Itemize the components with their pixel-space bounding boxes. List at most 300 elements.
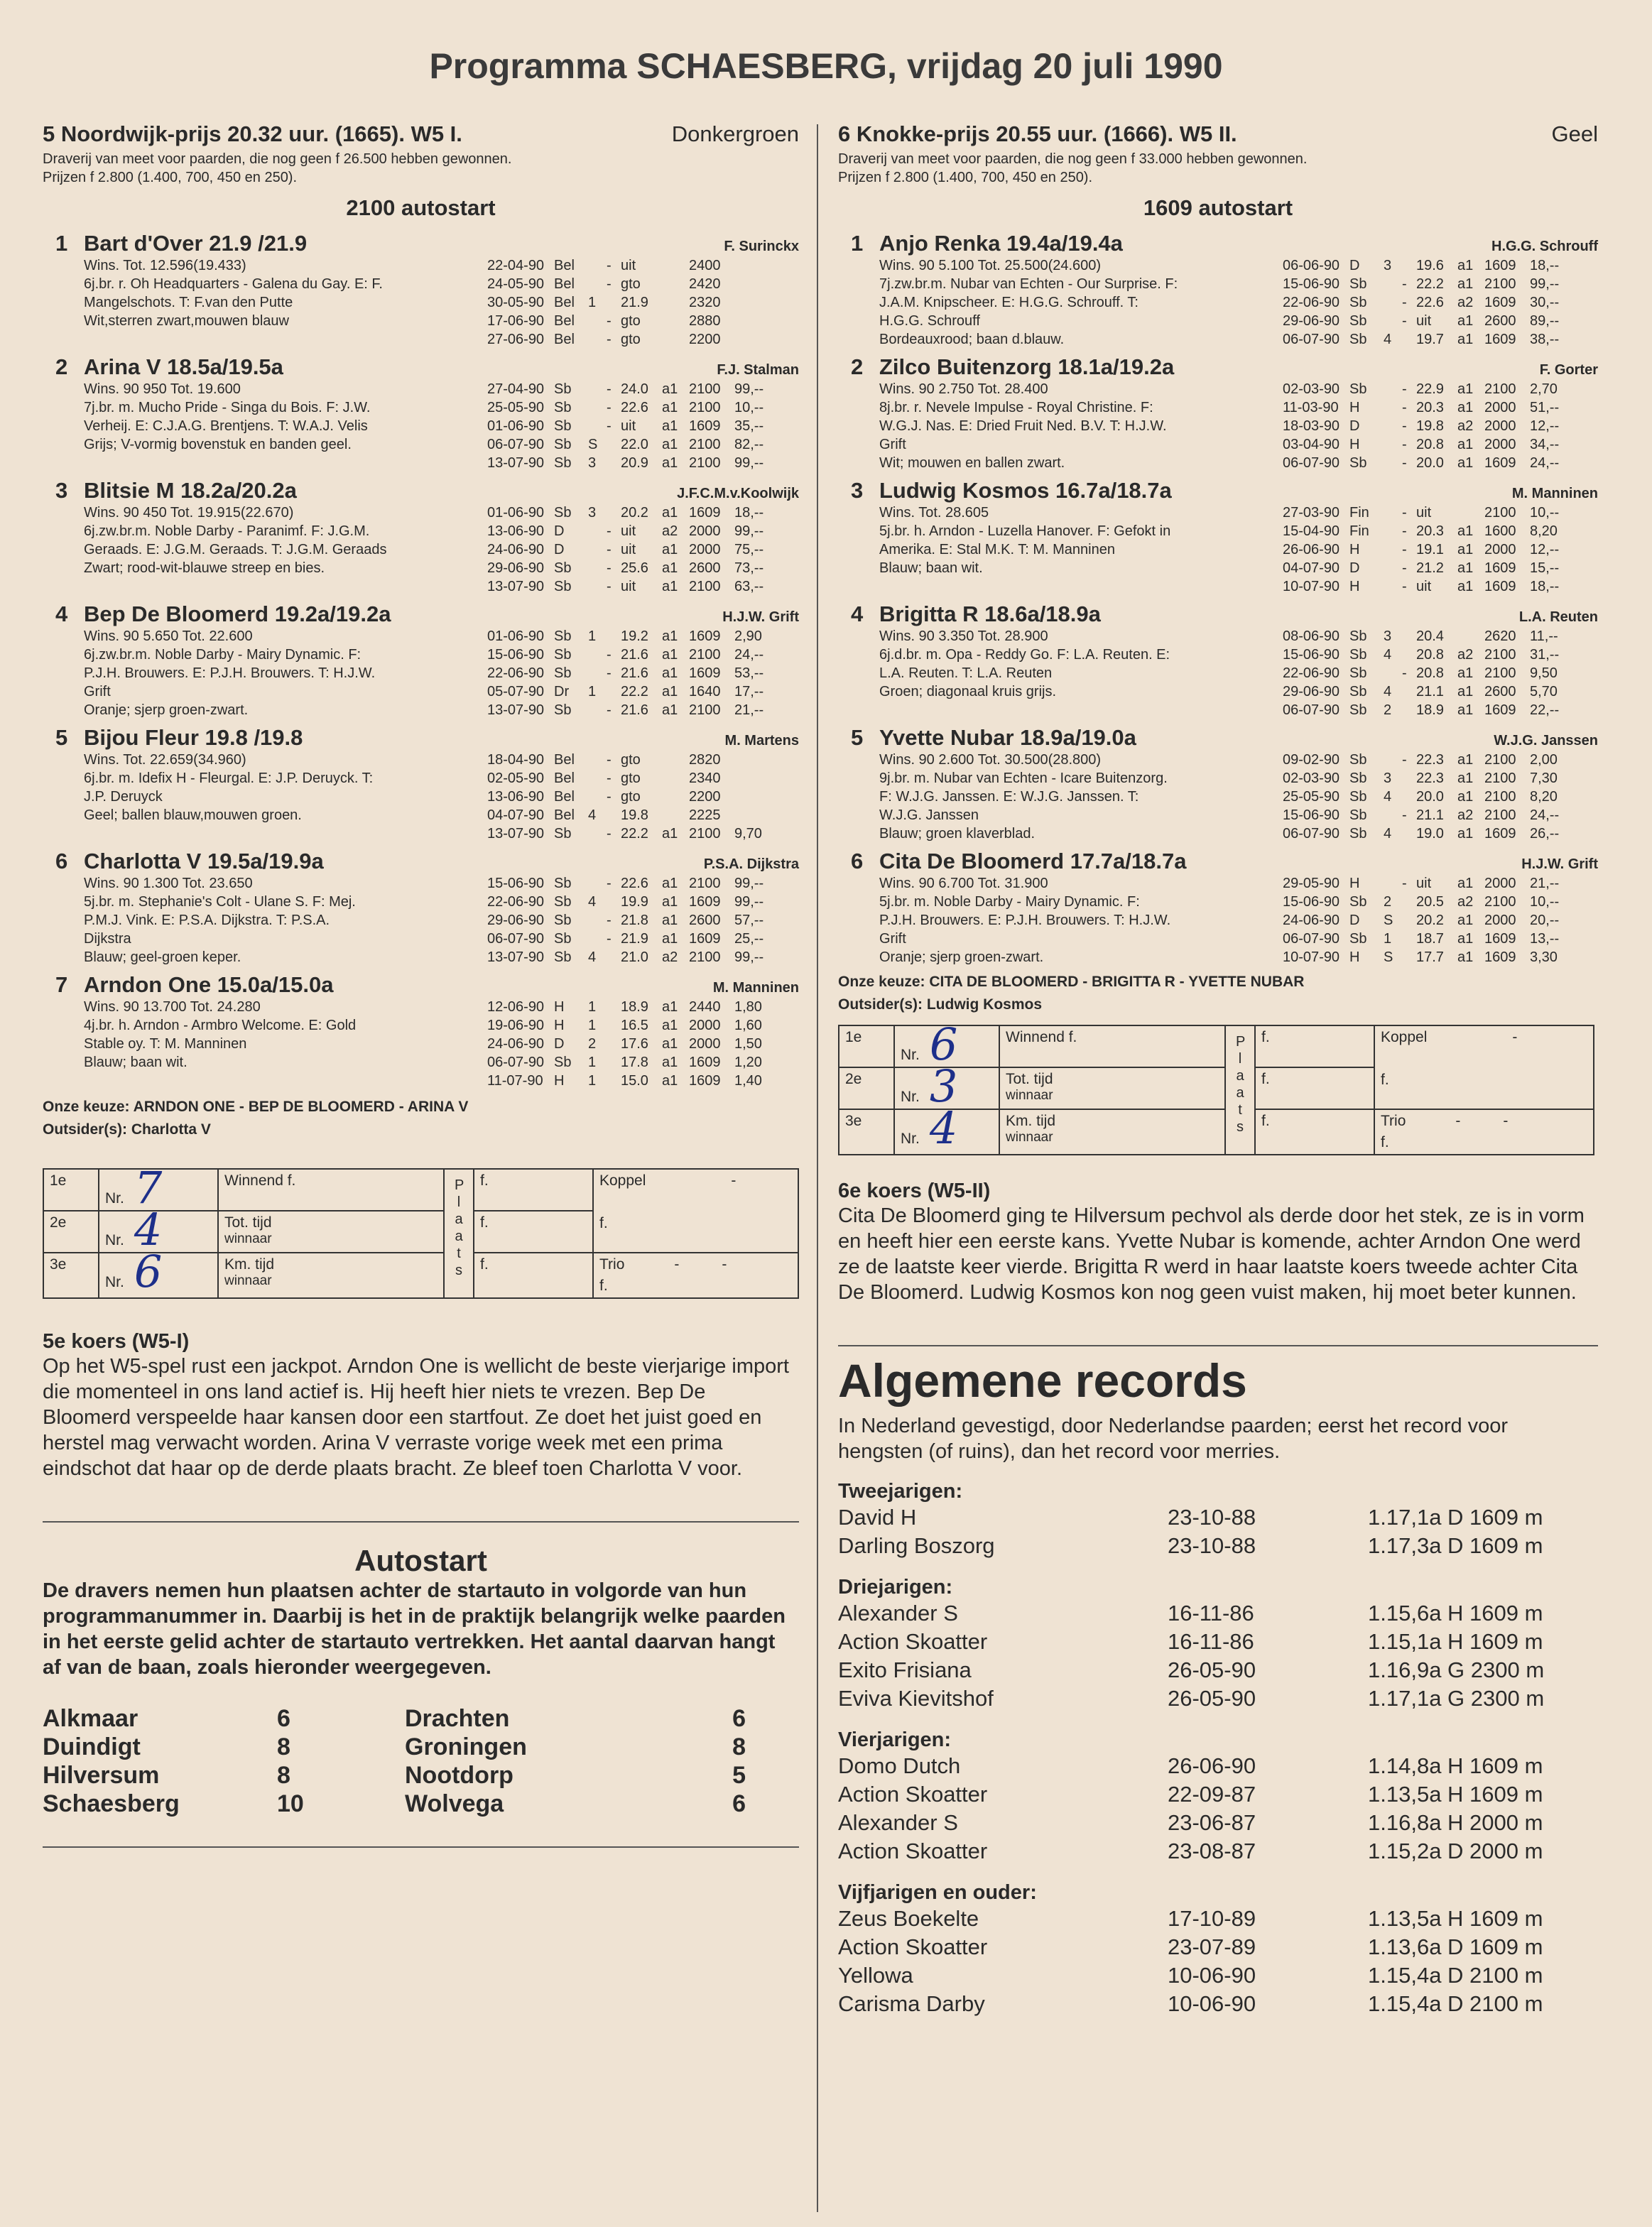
result-cell: 2100 [1484,647,1516,663]
result-row [487,874,799,893]
result-cell [662,751,689,769]
winnaar: winnaar [224,1273,272,1289]
result-row [487,398,799,417]
horse-info-line [879,701,1283,719]
divider [43,1846,799,1848]
result-cell: 29-06-90 [487,913,545,929]
grid-trio-cell[interactable] [593,1253,798,1298]
result-cell: 20.0 [1416,455,1444,472]
record-date: 16-11-86 [1168,1629,1254,1655]
handwritten-number: 6 [929,1018,958,1071]
horse-info-line: Wit; mouwen en ballen zwart. [879,455,1065,472]
result-cell: a1 [1457,702,1474,719]
result-cell: 2000 [1484,913,1516,929]
tot-tijd: Tot. tijd [1006,1071,1053,1088]
result-cell: 29-06-90 [487,560,545,577]
grid-f-cell[interactable]: f. [1255,1109,1374,1155]
result-cell: 1,50 [734,1036,762,1052]
result-cell: Sb [1349,276,1367,293]
result-cell [1402,701,1416,719]
horse-info-line: Wins. 90 6.700 Tot. 31.900 [879,876,1048,892]
result-cell: 18.7 [1416,931,1444,947]
result-cell: 12,-- [1530,542,1560,558]
result-cell: a1 [1457,455,1474,472]
result-cell: 20.4 [1416,628,1444,645]
horse-info-line: Bordeauxrood; baan d.blauw. [879,332,1065,348]
result-cell: 18,-- [734,505,764,521]
result-cell: - [1402,560,1407,577]
handwritten-number: 6 [134,1246,163,1298]
result-cell: 1609 [1484,455,1516,472]
horse-info-line: Wins. 90 3.350 Tot. 28.900 [879,628,1048,645]
winnaar: winnaar [1006,1088,1053,1104]
result-cell: S [1384,913,1393,929]
horse-number: 2 [55,354,68,380]
record-row [838,1961,1598,1990]
horse-info-line: 6j.br. r. Oh Headquarters - Galena du Gay. E: F. [84,276,383,293]
result-cell: 2000 [689,1036,721,1052]
grid-f-cell[interactable]: f. [474,1169,593,1211]
result-cell: - [607,665,612,682]
result-cell [734,769,799,788]
result-row [487,577,799,596]
result-cell [1384,806,1402,824]
result-cell: 24-06-90 [487,1036,545,1052]
result-cell: 2340 [689,771,721,787]
grid-f-cell[interactable]: f. [474,1253,593,1298]
horse-info-line [84,577,487,596]
horse-details [43,503,799,596]
result-row [487,540,799,559]
result-cell [1384,293,1402,312]
result-cell: a1 [662,628,678,645]
result-cell [1402,948,1416,967]
record-category: Tweejarigen: [838,1480,963,1503]
result-cell: 5,70 [1530,684,1558,700]
track-count: 6 [732,1705,746,1733]
result-row [487,893,799,911]
horse-trainer: F.J. Stalman [717,362,799,379]
horse-info-line: 6j.br. m. Idefix H - Fleurgal. E: J.P. Deruyck. T: [84,771,374,787]
result-cell: 19.0 [1416,826,1444,842]
result-cell: 8,20 [1530,789,1558,805]
result-cell: 22-06-90 [1283,665,1340,682]
result-cell: Sb [1349,894,1367,910]
result-cell [1402,893,1416,911]
grid-place-label: 1e [43,1169,99,1211]
result-cell: 15-06-90 [1283,647,1340,663]
track-count: 10 [277,1790,304,1818]
result-cell [1402,769,1416,788]
result-cell: S [1384,949,1393,966]
result-cell: 3,30 [1530,949,1558,966]
horse-name-line [43,972,333,998]
horse-entry [838,849,1598,967]
record-time: 1.17,1a D 1609 m [1368,1505,1543,1530]
result-row [487,435,799,454]
result-row [487,682,799,701]
result-cell: Fin [1349,505,1369,521]
result-cell: 22-06-90 [1283,295,1340,311]
horse-number: 6 [55,849,68,874]
result-row [1283,682,1598,701]
horse-info-line: 8j.br. r. Nevele Impulse - Royal Christine. F: [879,400,1153,416]
horse-info-line: P.J.H. Brouwers. E: P.J.H. Brouwers. T: H.J.W. [84,665,376,682]
divider [43,1521,799,1523]
result-cell [1384,435,1402,454]
result-cell: 25,-- [734,931,764,947]
horse-name: Bart d'Over 21.9 /21.9 [84,231,308,256]
result-row [1283,664,1598,682]
result-cell: a1 [662,931,678,947]
result-row [1283,435,1598,454]
result-cell: 19.8 [621,807,648,824]
result-row [1283,293,1598,312]
result-row [1283,540,1598,559]
result-row [1283,577,1598,596]
result-cell: 21,-- [1530,876,1560,892]
result-cell: Sb [554,931,572,947]
grid-f-cell[interactable]: f. [1255,1067,1374,1109]
grid-plaats-label [1225,1025,1255,1155]
grid-place-label: 3e [839,1109,894,1155]
result-cell: 11,-- [1530,628,1558,645]
result-cell: 2100 [689,455,721,472]
result-cell: Dr [554,684,570,700]
trio-label: Trio [599,1256,625,1273]
result-cell [1402,930,1416,948]
result-cell: 21.0 [621,949,648,966]
page-title: Programma SCHAESBERG, vrijdag 20 juli 1990 [429,46,1223,86]
result-cell: a1 [1457,826,1474,842]
grid-nr-cell[interactable] [99,1246,218,1298]
result-cell: - [607,523,612,540]
horse-info-line [879,577,1283,596]
grid-nr-label: Nr. [901,1047,920,1064]
result-row [1283,769,1598,788]
result-cell [662,275,689,293]
result-cell: 4 [1384,647,1392,663]
result-cell: a1 [1457,913,1474,929]
result-cell: a1 [1457,771,1474,787]
result-row [1283,788,1598,806]
horse-info-line: 6j.d.br. m. Opa - Reddy Go. F: L.A. Reuten. E: [879,647,1170,663]
result-cell: a1 [1457,684,1474,700]
result-cell: 04-07-90 [1283,560,1340,577]
commentary-text: Op het W5-spel rust een jackpot. Arndon One is wellicht de beste vierjarige import die momenteel in ons land actief is. Hij heeft hier niets te vrezen. Bep De Bloomerd verspeelde haar kansen door een startfout. Ze doet het juist goed en herstel mag verwacht worden. Arina V verraste vorige week met een prima eindschot dat haar op de derde plaats bracht. Ze bleef toen Charlotta V voor. [43,1355,789,1481]
grid-row [839,1109,1594,1155]
result-cell: 20.8 [1416,665,1444,682]
result-cell: 1,40 [734,1073,762,1089]
result-cell [588,256,607,275]
result-cell: 89,-- [1530,313,1560,330]
result-cell [1384,874,1402,893]
result-row [487,664,799,682]
result-cell: - [607,258,612,274]
handwritten-number: 4 [929,1102,958,1155]
horse-results [487,874,799,967]
result-cell: 18-04-90 [487,752,545,768]
result-cell: uit [1416,313,1432,330]
result-cell: Sb [554,418,572,435]
result-cell [734,330,799,349]
result-cell [1402,911,1416,930]
result-cell: 2100 [689,826,721,842]
horse-info-line: Blauw; groen klaverblad. [879,826,1036,842]
result-cell: a1 [662,1073,678,1089]
result-cell: 99,-- [1530,276,1560,293]
result-cell [1402,824,1416,843]
result-cell: 21,-- [734,702,764,719]
grid-f-cell[interactable]: f. [474,1211,593,1253]
horse-header [838,601,1598,627]
betting-grid [43,1162,799,1299]
horse-number: 7 [55,972,68,998]
horse-results [1283,256,1598,349]
horse-info-line: 4j.br. h. Arndon - Armbro Welcome. E: Gold [84,1018,357,1034]
record-row [838,1752,1598,1780]
result-cell: - [607,579,612,595]
result-cell: Sb [1349,647,1367,663]
horse-name: Bijou Fleur 19.8 /19.8 [84,725,303,751]
result-cell: 25-05-90 [1283,789,1340,805]
track-name: Duindigt [43,1733,141,1761]
result-cell: 18.9 [621,999,648,1016]
outsiders: Outsider(s): Charlotta V [43,1121,211,1138]
result-cell: 13-07-90 [487,455,545,472]
result-cell: 22.6 [621,400,648,416]
result-cell: 2 [1384,894,1392,910]
result-cell: 05-07-90 [487,684,545,700]
result-row [1283,503,1598,522]
result-cell [1402,788,1416,806]
result-cell: 2000 [689,523,721,540]
result-cell: 2100 [1484,807,1516,824]
horse-name-line [43,849,324,874]
result-cell: 2000 [1484,400,1516,416]
result-row [487,824,799,843]
result-cell: 15-06-90 [487,647,545,663]
horse-details [838,751,1598,843]
result-cell: 3 [1384,771,1392,787]
result-cell: 21.6 [621,702,648,719]
result-cell: 2100 [1484,276,1516,293]
result-cell: - [1402,381,1407,398]
result-cell [734,788,799,806]
result-cell: 1609 [1484,295,1516,311]
result-cell: 2100 [1484,752,1516,768]
result-cell: 2 [588,1036,597,1052]
result-cell: 18,-- [1530,258,1560,274]
horse-name: Zilco Buitenzorg 18.1a/19.2a [879,354,1175,380]
horse-info [84,998,487,1090]
horse-trainer: H.J.W. Grift [722,609,799,626]
result-cell [588,380,607,398]
record-date: 26-06-90 [1168,1753,1256,1779]
horse-info-line: 9j.br. m. Nubar van Echten - Icare Buitenzorg. [879,771,1168,787]
result-cell: 1609 [689,1055,721,1071]
record-time: 1.15,1a H 1609 m [1368,1629,1543,1655]
result-cell [1384,751,1402,769]
horse-header [43,601,799,627]
result-cell: - [1402,876,1407,892]
result-cell: 17.7 [1416,949,1444,966]
result-row [1283,948,1598,967]
result-cell: a1 [1457,332,1474,348]
result-cell: a1 [1457,276,1474,293]
result-cell: - [1402,579,1407,595]
result-cell: 2000 [1484,418,1516,435]
horse-details [838,503,1598,596]
horse-results [1283,751,1598,843]
track-name: Wolvega [405,1790,504,1818]
result-cell [607,1035,621,1053]
grid-plaats-label [444,1169,474,1298]
horse-trainer: M. Manninen [1511,486,1598,502]
result-cell: 2600 [1484,684,1516,700]
race-title: 6 Knokke-prijs 20.55 uur. (1666). W5 II. [838,121,1237,146]
horse-header [838,354,1598,380]
track-name: Alkmaar [43,1705,138,1733]
result-cell [1384,275,1402,293]
result-cell: a1 [662,1018,678,1034]
horse-header [43,725,799,751]
horse-trainer: F. Gorter [1539,362,1598,379]
grid-row [43,1253,798,1298]
result-cell: a1 [1457,752,1474,768]
race-distance: 2100 autostart [346,195,496,221]
horse-name-line [43,725,303,751]
result-cell: 17.6 [621,1036,648,1052]
result-cell: 1609 [1484,826,1516,842]
record-time: 1.15,4a D 2100 m [1368,1963,1543,1988]
result-row [1283,701,1598,719]
result-cell: 1609 [689,418,721,435]
record-row [838,1684,1598,1713]
horse-header [43,478,799,503]
result-cell: 1 [588,999,597,1016]
result-cell: 30,-- [1530,295,1560,311]
result-cell: a1 [662,684,678,700]
result-cell: Sb [1349,752,1367,768]
horse-info [84,256,487,349]
result-cell: 1,60 [734,1018,762,1034]
result-row [487,256,799,275]
horse-name: Charlotta V 19.5a/19.9a [84,849,324,874]
result-cell: - [607,789,612,805]
plaats-vertical-text: Plaats [455,1177,464,1279]
record-time: 1.15,4a D 2100 m [1368,1991,1543,2017]
result-cell: 1609 [689,894,721,910]
result-cell: Bel [554,332,575,348]
horse-details [43,256,799,349]
record-date: 23-07-89 [1168,1934,1256,1960]
horse-info-line: Groen; diagonaal kruis grijs. [879,684,1057,700]
result-cell [607,627,621,646]
trio-dash: - [674,1256,680,1273]
result-cell: - [1402,807,1407,824]
result-cell: 22.2 [621,684,648,700]
result-cell [588,930,607,948]
horse-number: 5 [851,725,864,751]
result-row [1283,627,1598,646]
grid-f-cell[interactable]: f. [1255,1025,1374,1067]
result-cell: Bel [554,295,575,311]
result-cell: a1 [1457,876,1474,892]
result-cell: a1 [1457,381,1474,398]
right-column [838,121,1598,2018]
grid-trio-cell[interactable] [1374,1109,1594,1155]
result-cell [734,312,799,330]
result-cell [662,312,689,330]
result-cell: 1600 [1484,523,1516,540]
grid-nr-cell[interactable] [894,1102,999,1155]
result-cell: 1609 [689,931,721,947]
grid-nr-label: Nr. [901,1089,920,1106]
horse-info-line: L.A. Reuten. T: L.A. Reuten [879,665,1053,682]
result-cell: 18.9 [1416,702,1444,719]
result-cell: a2 [1457,295,1474,311]
result-cell [662,293,689,312]
result-cell: a1 [662,647,678,663]
horse-entry [838,725,1598,843]
result-cell [1402,646,1416,664]
horse-name: Bep De Bloomerd 19.2a/19.2a [84,601,391,627]
result-cell: 75,-- [734,542,764,558]
result-cell: D [1349,560,1360,577]
result-cell: uit [621,418,636,435]
result-cell: a2 [1457,418,1474,435]
result-cell: 22.2 [1416,276,1444,293]
horse-info-line: Wins. Tot. 22.659(34.960) [84,752,246,768]
horse-entry [43,972,799,1090]
koppel-label: Koppel [599,1172,646,1189]
result-cell: 2440 [689,999,721,1016]
horse-list [43,231,799,1090]
result-cell: 2400 [689,258,721,274]
result-cell: 22.3 [1416,771,1444,787]
track-name: Drachten [405,1705,510,1733]
result-cell [1384,417,1402,435]
result-cell: a1 [662,579,678,595]
result-cell: - [1402,542,1407,558]
result-cell: 2100 [1484,771,1516,787]
result-cell: 7,30 [1530,771,1558,787]
result-cell [607,1053,621,1072]
horse-info-line: 5j.br. m. Noble Darby - Mairy Dynamic. F: [879,894,1140,910]
result-cell: 4 [1384,684,1392,700]
horse-info-line: F: W.J.G. Janssen. E: W.J.G. Janssen. T: [879,789,1139,805]
result-cell: 20,-- [1530,913,1560,929]
grid-nr-label: Nr. [105,1232,124,1249]
grid-koppel-cell[interactable] [1374,1025,1594,1109]
result-cell: 1,20 [734,1055,762,1071]
result-cell: uit [621,523,636,540]
result-cell [734,806,799,824]
result-cell: 2600 [689,913,721,929]
koppel-dash: - [1512,1029,1518,1046]
result-cell: a1 [662,1055,678,1071]
grid-koppel-cell[interactable] [593,1169,798,1253]
grid-place-label: 3e [43,1253,99,1298]
result-cell [588,312,607,330]
result-cell: a1 [662,894,678,910]
result-cell: 82,-- [734,437,764,453]
horse-name-line [838,601,1101,627]
result-cell: 13-07-90 [487,826,545,842]
record-horse: Carisma Darby [838,1991,985,2017]
result-cell: 19.6 [1416,258,1444,274]
